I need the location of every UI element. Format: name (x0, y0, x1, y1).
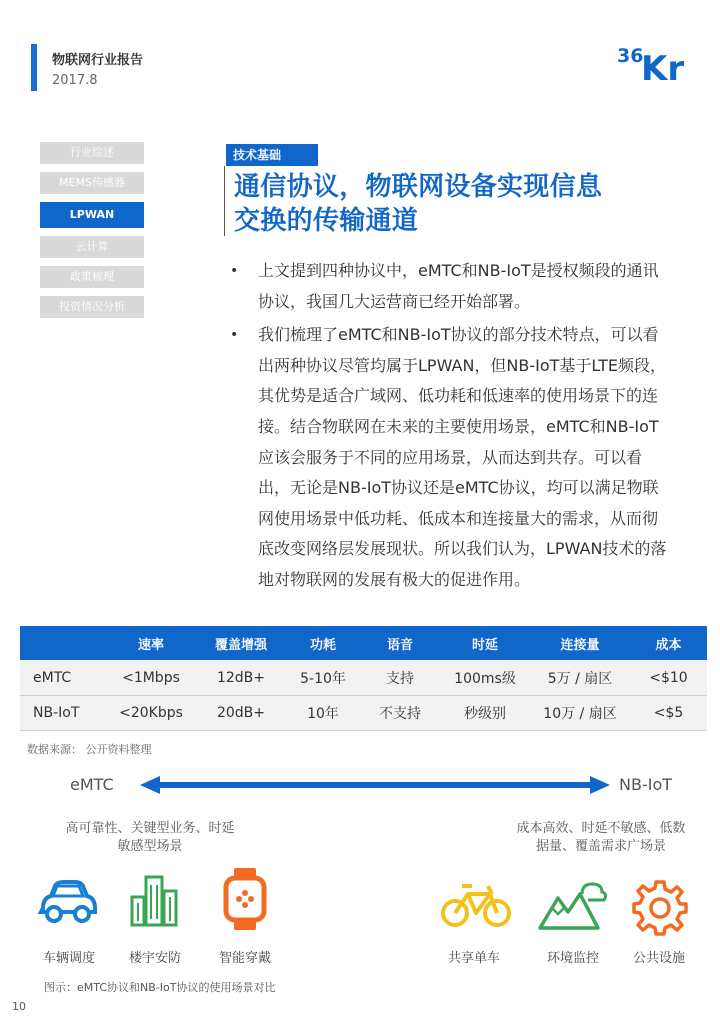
table-row (20, 660, 707, 695)
section-heading (234, 170, 674, 238)
table-cell: 5-10年 (286, 660, 360, 695)
side-nav (40, 142, 144, 326)
svg-text:36: 36 (617, 45, 644, 67)
svg-text:Kr: Kr (641, 49, 685, 84)
heading-line-2: 交换的传输通道 (234, 206, 419, 236)
section-tag: 技术基础 (226, 144, 318, 166)
table-cell: 10万 / 扇区 (530, 695, 630, 730)
use-case-label-environment: 环境监控 (546, 951, 599, 966)
table-cell: 20dB+ (196, 695, 286, 730)
nav-item-lpwan[interactable]: LPWAN (40, 202, 144, 228)
nav-item-mems-sensor[interactable]: MEMS传感器 (40, 172, 144, 194)
bullet-item (229, 320, 669, 595)
use-case-label-wearable: 智能穿戴 (218, 951, 271, 966)
double-arrow-icon (140, 774, 610, 796)
table-cell: NB-IoT (20, 695, 106, 730)
table-header-cell: 语音 (360, 626, 440, 660)
nbiot-scenario-description (496, 820, 706, 856)
heading-line-1: 通信协议，物联网设备实现信息 (234, 172, 603, 202)
nav-item-cloud-computing[interactable]: 云计算 (40, 236, 144, 258)
page-number: 10 (12, 1000, 26, 1013)
protocol-comparison-table (20, 626, 707, 730)
desc-line: 敏感型场景 (117, 839, 183, 854)
table-cell: 12dB+ (196, 660, 286, 695)
bicycle-icon (440, 880, 512, 930)
table-divider (20, 695, 707, 696)
nav-item-policy[interactable]: 政策梳理 (40, 266, 144, 288)
mountain-cloud-icon (538, 878, 608, 932)
figure-caption: 图示：eMTC协议和NB-IoT协议的使用场景对比 (44, 981, 276, 994)
spectrum-left-label: eMTC (70, 775, 114, 794)
desc-line: 成本高效、时延不敏感、低数 (516, 821, 686, 836)
table-header-cell: 速率 (106, 626, 196, 660)
building-icon (128, 873, 180, 927)
table-cell: 100ms级 (440, 660, 530, 695)
table-cell: 支持 (360, 660, 440, 695)
car-icon (37, 876, 99, 926)
table-header-cell: 成本 (630, 626, 707, 660)
table-cell: eMTC (20, 660, 106, 695)
desc-line: 据量、覆盖需求广场景 (535, 839, 666, 854)
table-cell: <1Mbps (106, 660, 196, 695)
smartwatch-icon (222, 866, 268, 932)
table-divider (20, 730, 707, 731)
gear-icon (632, 880, 688, 936)
use-case-label-bike-sharing: 共享单车 (447, 951, 500, 966)
table-header-cell: 时延 (440, 626, 530, 660)
bullet-list (229, 256, 669, 599)
use-case-label-building: 楼宇安防 (128, 951, 181, 966)
table-header-row (20, 626, 707, 660)
bullet-item (229, 256, 669, 317)
header-accent-bar (31, 44, 37, 91)
table-header-cell: 功耗 (286, 626, 360, 660)
report-title: 物联网行业报告 (52, 53, 144, 68)
table-header-cell (20, 626, 106, 660)
table-cell: <20Kbps (106, 695, 196, 730)
report-date: 2017.8 (52, 73, 98, 88)
table-cell: <$5 (630, 695, 707, 730)
table-cell: <$10 (630, 660, 707, 695)
desc-line: 高可靠性、关键型业务、时延 (65, 821, 235, 836)
spectrum-right-label: NB-IoT (619, 775, 672, 794)
use-case-label-public-facility: 公共设施 (632, 951, 685, 966)
nav-item-industry-overview[interactable]: 行业综述 (40, 142, 144, 164)
36kr-logo (617, 42, 695, 84)
nav-item-investment[interactable]: 投资情况分析 (40, 296, 144, 318)
data-source-note: 数据来源： 公开资料整理 (27, 743, 152, 756)
table-header-cell: 覆盖增强 (196, 626, 286, 660)
use-case-label-vehicle: 车辆调度 (42, 951, 95, 966)
bullet-dot-icon: • (230, 263, 239, 279)
table-row (20, 695, 707, 730)
table-cell: 5万 / 扇区 (530, 660, 630, 695)
table-cell: 秒级别 (440, 695, 530, 730)
table-cell: 10年 (286, 695, 360, 730)
heading-rule (224, 166, 225, 236)
bullet-text: 我们梳理了eMTC和NB-IoT协议的部分技术特点，可以看出两种协议尽管均属于LPWAN，但NB-IoT基于LTE频段，其优势是适合广域网、低功耗和低速率的使用场景下的连接。结合物联网在未来的主要使用场景，eMTC和NB-IoT应该会服务于不同的应用场景，从而达到共存。可以看出，无论是NB-IoT协议还是eMTC协议，均可以满足物联网使用场景中低功耗、低成本和连接量大的需求，从而彻底改变网络层发展现状。所以我们认为，LPWAN技术的落地对物联网的发展有极大的促进作用。 (258, 325, 667, 589)
emtc-scenario-description (40, 820, 260, 856)
bullet-dot-icon: • (230, 327, 239, 344)
table-header-cell: 连接量 (530, 626, 630, 660)
bullet-text: 上文提到四种协议中，eMTC和NB-IoT是授权频段的通讯协议，我国几大运营商已经开始部署。 (258, 261, 659, 311)
table-cell: 不支持 (360, 695, 440, 730)
